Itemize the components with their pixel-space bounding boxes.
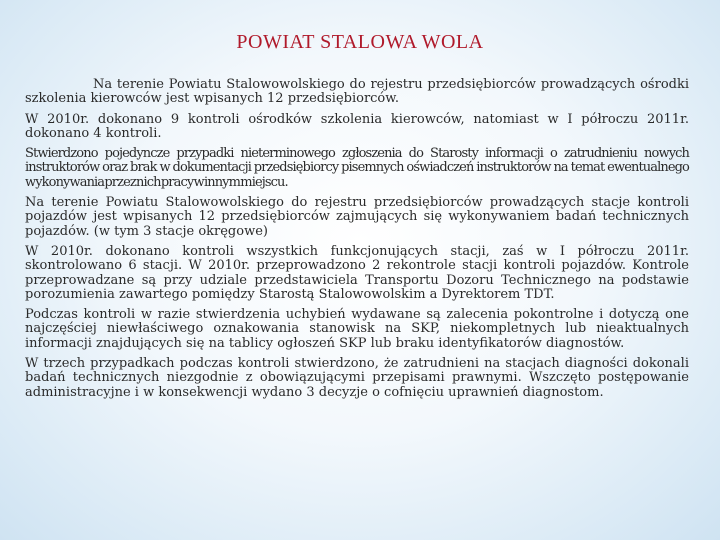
paragraph-driving-schools-findings: Stwierdzono pojedyncze przypadki nieterminowego zgłoszenia do Starosty informacji o zatrudnieniu nowych instruktorów oraz brak w dokumentacji przedsiębiorcy pisemnych oświadczeń instruktorów na temat ewentualnego wykonywania przez nich pracy w innym miejscu. bbox=[25, 146, 689, 190]
paragraph-vehicle-stations-register: Na terenie Powiatu Stalowowolskiego do rejestru przedsiębiorców prowadzących stacje kontroli pojazdów jest wpisanych 12 przedsiębiorców zajmujących się wykonywaniem badań technicznych pojazdów. (w tym 3 stacje okręgowe) bbox=[25, 195, 689, 239]
paragraph-driving-schools-inspections: W 2010r. dokonano 9 kontroli ośrodków szkolenia kierowców, natomiast w I półroczu 2011r. dokonano 4 kontroli. bbox=[25, 111, 689, 141]
document-body bbox=[25, 78, 689, 406]
paragraph-vehicle-stations-inspections: W 2010r. dokonano kontroli wszystkich funkcjonujących stacji, zaś w I półroczu 2011r. skontrolowano 6 stacji. W 2010r. przeprowadzono 2 rekontrole stacji kontroli pojazdów. Kontrole przeprowadzane są przy udziale przedstawiciela Transportu Dozoru Technicznego na podstawie porozumienia zawartego pomiędzy Starostą Stalowowolskim a Dyrektorem TDT. bbox=[25, 243, 689, 302]
paragraph-driving-schools-register: Na terenie Powiatu Stalowowolskiego do rejestru przedsiębiorców prowadzących ośrodki szkolenia kierowców jest wpisanych 12 przedsiębiorców. bbox=[25, 77, 689, 107]
paragraph-post-inspection-recommendations: Podczas kontroli w razie stwierdzenia uchybień wydawane są zalecenia pokontrolne i dotyczą one najczęściej niewłaściwego oznakowania stanowisk na SKP, niekompletnych lub nieaktualnych informacji znajdujących się na tablicy ogłoszeń SKP lub braku identyfikatorów diagnostów. bbox=[25, 307, 689, 351]
paragraph-diagnostician-violations: W trzech przypadkach podczas kontroli stwierdzono, że zatrudnieni na stacjach diagności dokonali badań technicznych niezgodnie z obowiązującymi przepisami prawnymi. Wszczęto postępowanie administracyjne i w konsekwencji wydano 3 decyzje o cofnięciu uprawnień diagnostom. bbox=[25, 356, 689, 400]
document-title: POWIAT STALOWA WOLA bbox=[236, 31, 484, 53]
